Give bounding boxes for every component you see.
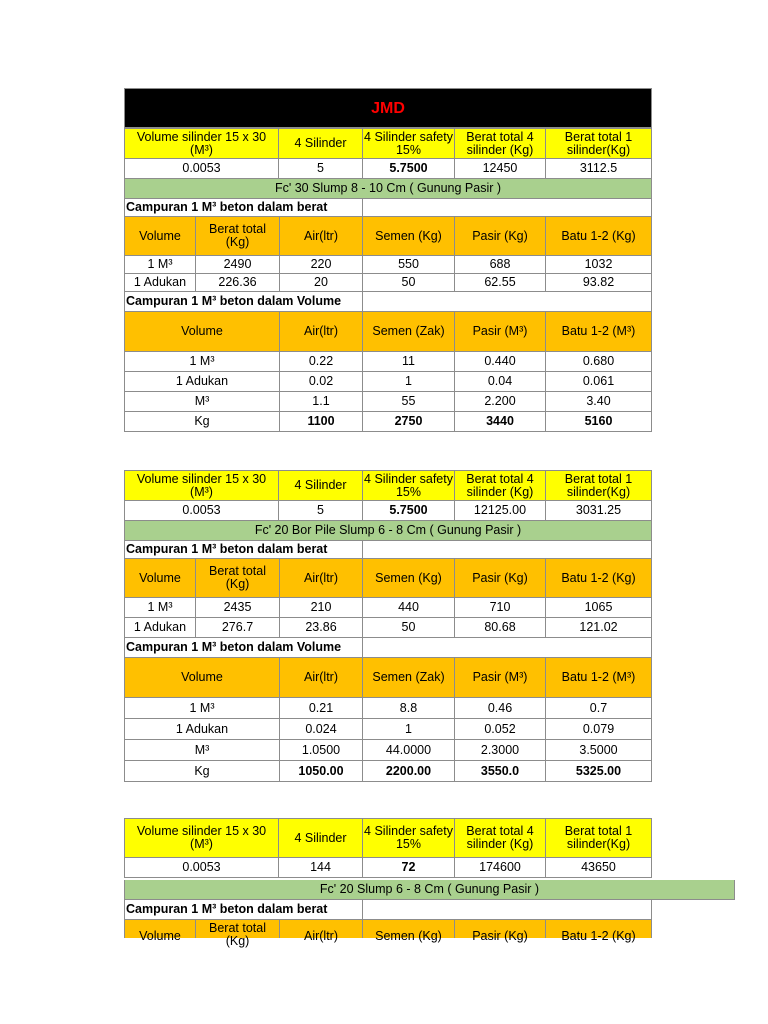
volume-cell: 0.21: [280, 698, 363, 719]
weight-header-cell: Pasir (Kg): [455, 920, 546, 938]
weight-header-cell: Semen (Kg): [363, 217, 455, 256]
volume-header-cell: Semen (Zak): [363, 312, 455, 352]
section2-weight-header: [124, 559, 652, 598]
weight-header-cell: Air(ltr): [280, 920, 363, 938]
weight-cell: 1 Adukan: [124, 274, 196, 292]
weight-cell: 23.86: [280, 618, 363, 638]
section2-weight_label-row-cell: [363, 541, 652, 559]
section-label: Campuran 1 M³ beton dalam berat: [124, 541, 363, 559]
silinder-value-cell: 0.0053: [124, 501, 279, 521]
section3-silinder-header: [124, 818, 652, 858]
volume-cell: 2200.00: [363, 761, 455, 782]
volume-cell: 3550.0: [455, 761, 546, 782]
section1-silinder-values: [124, 159, 652, 179]
silinder-header-cell: 4 Silinder: [279, 818, 363, 858]
weight-cell: 2435: [196, 598, 280, 618]
silinder-value-cell: 5: [279, 159, 363, 179]
section2-volume-header: [124, 658, 652, 698]
weight-header-cell: Batu 1-2 (Kg): [546, 559, 652, 598]
section2-volume-row: [124, 719, 652, 740]
volume-cell: 0.061: [546, 372, 652, 392]
volume-cell: 0.46: [455, 698, 546, 719]
section1-weight_label-row: [124, 199, 652, 217]
volume-cell: M³: [124, 392, 280, 412]
section3-silinder-values: [124, 858, 652, 878]
jmd-title-bar: [124, 88, 652, 128]
weight-cell: 20: [280, 274, 363, 292]
section1-grade-row: [124, 179, 652, 199]
silinder-header-cell: Volume silinder 15 x 30 (M³): [124, 128, 279, 159]
volume-cell: 0.079: [546, 719, 652, 740]
volume-cell: 2.3000: [455, 740, 546, 761]
weight-cell: 121.02: [546, 618, 652, 638]
volume-header-cell: Batu 1-2 (M³): [546, 658, 652, 698]
section3-grade-row: [124, 880, 735, 900]
weight-cell: 220: [280, 256, 363, 274]
section3-weight_label-row: [124, 900, 652, 920]
volume-cell: 1 Adukan: [124, 372, 280, 392]
weight-cell: 1032: [546, 256, 652, 274]
weight-cell: 440: [363, 598, 455, 618]
volume-cell: 44.0000: [363, 740, 455, 761]
weight-cell: 2490: [196, 256, 280, 274]
volume-cell: 2750: [363, 412, 455, 432]
volume-cell: 1.1: [280, 392, 363, 412]
section2-grade-row: [124, 521, 652, 541]
silinder-header-cell: 4 Silinder: [279, 470, 363, 501]
weight-cell: 276.7: [196, 618, 280, 638]
weight-cell: 50: [363, 618, 455, 638]
section-label: Campuran 1 M³ beton dalam berat: [124, 199, 363, 217]
section1-weight-header: [124, 217, 652, 256]
silinder-header-cell: Berat total 4 silinder (Kg): [455, 818, 546, 858]
volume-header-cell: Semen (Zak): [363, 658, 455, 698]
volume-cell: Kg: [124, 761, 280, 782]
volume-cell: Kg: [124, 412, 280, 432]
silinder-header-cell: 4 Silinder safety 15%: [363, 128, 455, 159]
section3-weight-header: [124, 920, 652, 948]
volume-cell: 1: [363, 372, 455, 392]
weight-cell: 226.36: [196, 274, 280, 292]
section2-volume-row: [124, 698, 652, 719]
section-label: Campuran 1 M³ beton dalam Volume: [124, 292, 363, 312]
silinder-value-cell: 43650: [546, 858, 652, 878]
volume-cell: 8.8: [363, 698, 455, 719]
weight-header-cell: Berat total (Kg): [196, 559, 280, 598]
weight-header-cell: Batu 1-2 (Kg): [546, 920, 652, 938]
silinder-header-cell: Berat total 4 silinder (Kg): [455, 470, 546, 501]
silinder-value-cell: 3031.25: [546, 501, 652, 521]
volume-header-cell: Pasir (M³): [455, 658, 546, 698]
silinder-value-cell: 12125.00: [455, 501, 546, 521]
weight-header-cell: Pasir (Kg): [455, 559, 546, 598]
volume-cell: 0.680: [546, 352, 652, 372]
weight-cell: 50: [363, 274, 455, 292]
grade-banner: Fc' 20 Slump 6 - 8 Cm ( Gunung Pasir ): [124, 880, 735, 900]
silinder-value-cell: 72: [363, 858, 455, 878]
section1-weight-row: [124, 256, 652, 274]
section2-volume-row: [124, 761, 652, 782]
section1-volume-row: [124, 352, 652, 372]
silinder-value-cell: 144: [279, 858, 363, 878]
section3-weight_label-row-cell: [363, 900, 652, 920]
section2-weight-row: [124, 598, 652, 618]
volume-cell: 5160: [546, 412, 652, 432]
volume-header-cell: Volume: [124, 658, 280, 698]
weight-header-cell: Semen (Kg): [363, 559, 455, 598]
volume-cell: 0.440: [455, 352, 546, 372]
volume-cell: 0.052: [455, 719, 546, 740]
weight-header-cell: Berat total (Kg): [196, 920, 280, 938]
section2-weight_label-row: [124, 541, 652, 559]
volume-header-cell: Air(ltr): [280, 312, 363, 352]
silinder-header-cell: Berat total 4 silinder (Kg): [455, 128, 546, 159]
silinder-header-cell: Berat total 1 silinder(Kg): [546, 128, 652, 159]
section2-silinder-header: [124, 470, 652, 501]
silinder-header-cell: Volume silinder 15 x 30 (M³): [124, 470, 279, 501]
volume-cell: 0.7: [546, 698, 652, 719]
weight-cell: 1 Adukan: [124, 618, 196, 638]
section1-weight_label-row-cell: [363, 199, 652, 217]
section1-volume-row: [124, 412, 652, 432]
jmd-title: JMD: [124, 88, 652, 128]
volume-header-cell: Air(ltr): [280, 658, 363, 698]
volume-cell: M³: [124, 740, 280, 761]
section1-volume-row: [124, 372, 652, 392]
section2-volume_label-row-cell: [363, 638, 652, 658]
volume-cell: 1 Adukan: [124, 719, 280, 740]
silinder-value-cell: 3112.5: [546, 159, 652, 179]
silinder-value-cell: 12450: [455, 159, 546, 179]
section2-silinder-values: [124, 501, 652, 521]
weight-cell: 688: [455, 256, 546, 274]
silinder-header-cell: Berat total 1 silinder(Kg): [546, 818, 652, 858]
section1-volume_label-row: [124, 292, 652, 312]
section-label: Campuran 1 M³ beton dalam Volume: [124, 638, 363, 658]
volume-cell: 0.02: [280, 372, 363, 392]
volume-cell: 1 M³: [124, 698, 280, 719]
volume-header-cell: Pasir (M³): [455, 312, 546, 352]
volume-cell: 3440: [455, 412, 546, 432]
volume-header-cell: Volume: [124, 312, 280, 352]
section-label: Campuran 1 M³ beton dalam berat: [124, 900, 363, 920]
volume-cell: 0.22: [280, 352, 363, 372]
volume-cell: 0.04: [455, 372, 546, 392]
grade-banner: Fc' 30 Slump 8 - 10 Cm ( Gunung Pasir ): [124, 179, 652, 199]
silinder-value-cell: 0.0053: [124, 858, 279, 878]
silinder-value-cell: 5: [279, 501, 363, 521]
silinder-header-cell: Berat total 1 silinder(Kg): [546, 470, 652, 501]
section1-volume-header: [124, 312, 652, 352]
weight-header-cell: Batu 1-2 (Kg): [546, 217, 652, 256]
silinder-header-cell: 4 Silinder safety 15%: [363, 818, 455, 858]
section2-weight-row: [124, 618, 652, 638]
section1-silinder-header: [124, 128, 652, 159]
volume-cell: 3.40: [546, 392, 652, 412]
volume-cell: 1050.00: [280, 761, 363, 782]
weight-header-cell: Pasir (Kg): [455, 217, 546, 256]
weight-cell: 550: [363, 256, 455, 274]
weight-header-cell: Volume: [124, 559, 196, 598]
volume-cell: 5325.00: [546, 761, 652, 782]
volume-cell: 1 M³: [124, 352, 280, 372]
section2-volume-row: [124, 740, 652, 761]
silinder-header-cell: 4 Silinder safety 15%: [363, 470, 455, 501]
section1-volume_label-row-cell: [363, 292, 652, 312]
weight-cell: 93.82: [546, 274, 652, 292]
silinder-value-cell: 174600: [455, 858, 546, 878]
section1-weight-row: [124, 274, 652, 292]
weight-header-cell: Air(ltr): [280, 559, 363, 598]
volume-cell: 2.200: [455, 392, 546, 412]
silinder-header-cell: 4 Silinder: [279, 128, 363, 159]
weight-header-cell: Volume: [124, 920, 196, 938]
weight-cell: 1 M³: [124, 598, 196, 618]
weight-header-cell: Semen (Kg): [363, 920, 455, 938]
volume-cell: 1.0500: [280, 740, 363, 761]
weight-cell: 1065: [546, 598, 652, 618]
silinder-header-cell: Volume silinder 15 x 30 (M³): [124, 818, 279, 858]
weight-cell: 80.68: [455, 618, 546, 638]
volume-cell: 11: [363, 352, 455, 372]
volume-cell: 1: [363, 719, 455, 740]
weight-cell: 1 M³: [124, 256, 196, 274]
volume-header-cell: Batu 1-2 (M³): [546, 312, 652, 352]
volume-cell: 0.024: [280, 719, 363, 740]
silinder-value-cell: 5.7500: [363, 501, 455, 521]
silinder-value-cell: 0.0053: [124, 159, 279, 179]
weight-cell: 710: [455, 598, 546, 618]
weight-header-cell: Volume: [124, 217, 196, 256]
weight-cell: 210: [280, 598, 363, 618]
volume-cell: 1100: [280, 412, 363, 432]
silinder-value-cell: 5.7500: [363, 159, 455, 179]
weight-header-cell: Berat total (Kg): [196, 217, 280, 256]
grade-banner: Fc' 20 Bor Pile Slump 6 - 8 Cm ( Gunung Pasir ): [124, 521, 652, 541]
weight-cell: 62.55: [455, 274, 546, 292]
section2-volume_label-row: [124, 638, 652, 658]
volume-cell: 3.5000: [546, 740, 652, 761]
weight-header-cell: Air(ltr): [280, 217, 363, 256]
section1-volume-row: [124, 392, 652, 412]
volume-cell: 55: [363, 392, 455, 412]
